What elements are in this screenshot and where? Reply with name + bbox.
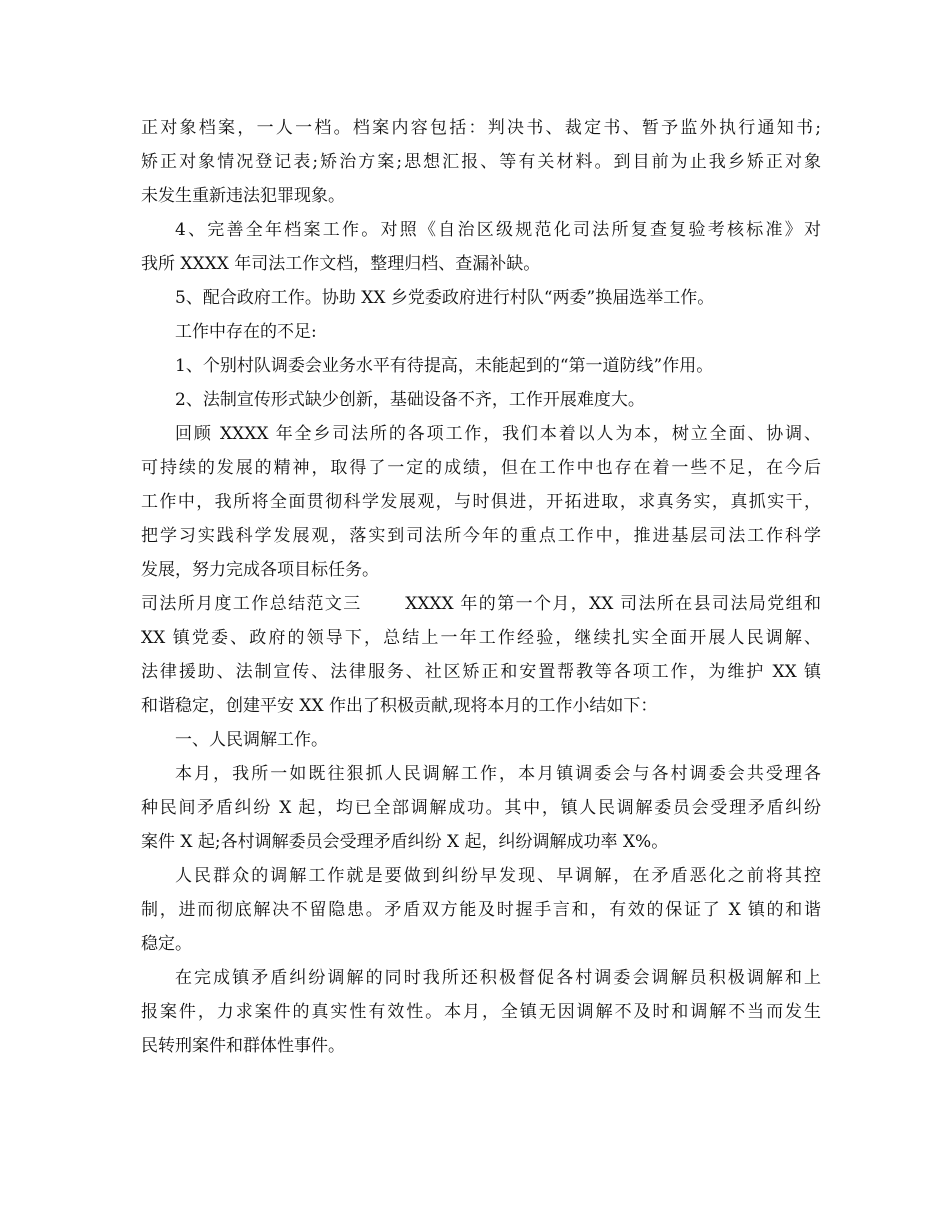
text-line: 和谐稳定，创建平安 XX 作出了积极贡献,现将本月的工作小结如下： [141,696,658,716]
text-line: 在完成镇矛盾纠纷调解的同时我所还积极督促各村调委会调解员积极调解和上 [175,968,821,988]
text-line: 未发生重新违法犯罪现象。 [141,186,345,206]
text-line: 4、完善全年档案工作。对照《自治区级规范化司法所复查复验考核标准》对 [175,220,821,240]
text-line: 发展，努力完成各项目标任务。 [141,560,379,580]
text-line: 工作中，我所将全面贯彻科学发展观，与时俱进，开拓进取，求真务实，真抓实干， [141,492,821,512]
text-line: 稳定。 [141,934,192,954]
text-line: 案件 X 起;各村调解委员会受理矛盾纠纷 X 起，纠纷调解成功率 X%。 [141,832,669,852]
text-line: 一、人民调解工作。 [175,730,328,750]
text-line: 报案件，力求案件的真实性有效性。本月，全镇无因调解不及时和调解不当而发生 [141,1002,821,1022]
text-line: 司法所月度工作总结范文三 XXXX 年的第一个月，XX 司法所在县司法局党组和 [141,594,821,614]
text-line: 正对象档案，一人一档。档案内容包括：判决书、裁定书、暂予监外执行通知书; [141,118,821,138]
text-line: 5、配合政府工作。协助 XX 乡党委政府进行村队“两委”换届选举工作。 [175,288,715,308]
text-line: 工作中存在的不足: [175,322,317,342]
text-line: 种民间矛盾纠纷 X 起，均已全部调解成功。其中，镇人民调解委员会受理矛盾纠纷 [141,798,821,818]
document-body [141,111,821,1063]
text-line: 人民群众的调解工作就是要做到纠纷早发现、早调解，在矛盾恶化之前将其控 [175,866,821,886]
text-line: 2、法制宣传形式缺少创新，基础设备不齐，工作开展难度大。 [175,390,645,410]
text-line: 1、个别村队调委会业务水平有待提高，未能起到的“第一道防线”作用。 [175,356,714,376]
text-line: 本月，我所一如既往狠抓人民调解工作，本月镇调委会与各村调委会共受理各 [175,764,821,784]
text-line: 矫正对象情况登记表;矫治方案;思想汇报、等有关材料。到目前为止我乡矫正对象 [141,152,821,172]
text-line: 我所 XXXX 年司法工作文档，整理归档、查漏补缺。 [141,254,541,274]
text-line: 法律援助、法制宣传、法律服务、社区矫正和安置帮教等各项工作，为维护 XX 镇 [141,662,821,682]
text-line: 可持续的发展的精神，取得了一定的成绩，但在工作中也存在着一些不足，在今后 [141,458,821,478]
text-line: 把学习实践科学发展观，落实到司法所今年的重点工作中，推进基层司法工作科学 [141,526,821,546]
text-line: 制，进而彻底解决不留隐患。矛盾双方能及时握手言和，有效的保证了 X 镇的和谐 [141,900,821,920]
text-line: 民转刑案件和群体性事件。 [141,1036,345,1056]
text-line: 回顾 XXXX 年全乡司法所的各项工作，我们本着以人为本，树立全面、协调、 [175,424,821,444]
text-line: XX 镇党委、政府的领导下，总结上一年工作经验，继续扎实全面开展人民调解、 [141,628,821,648]
